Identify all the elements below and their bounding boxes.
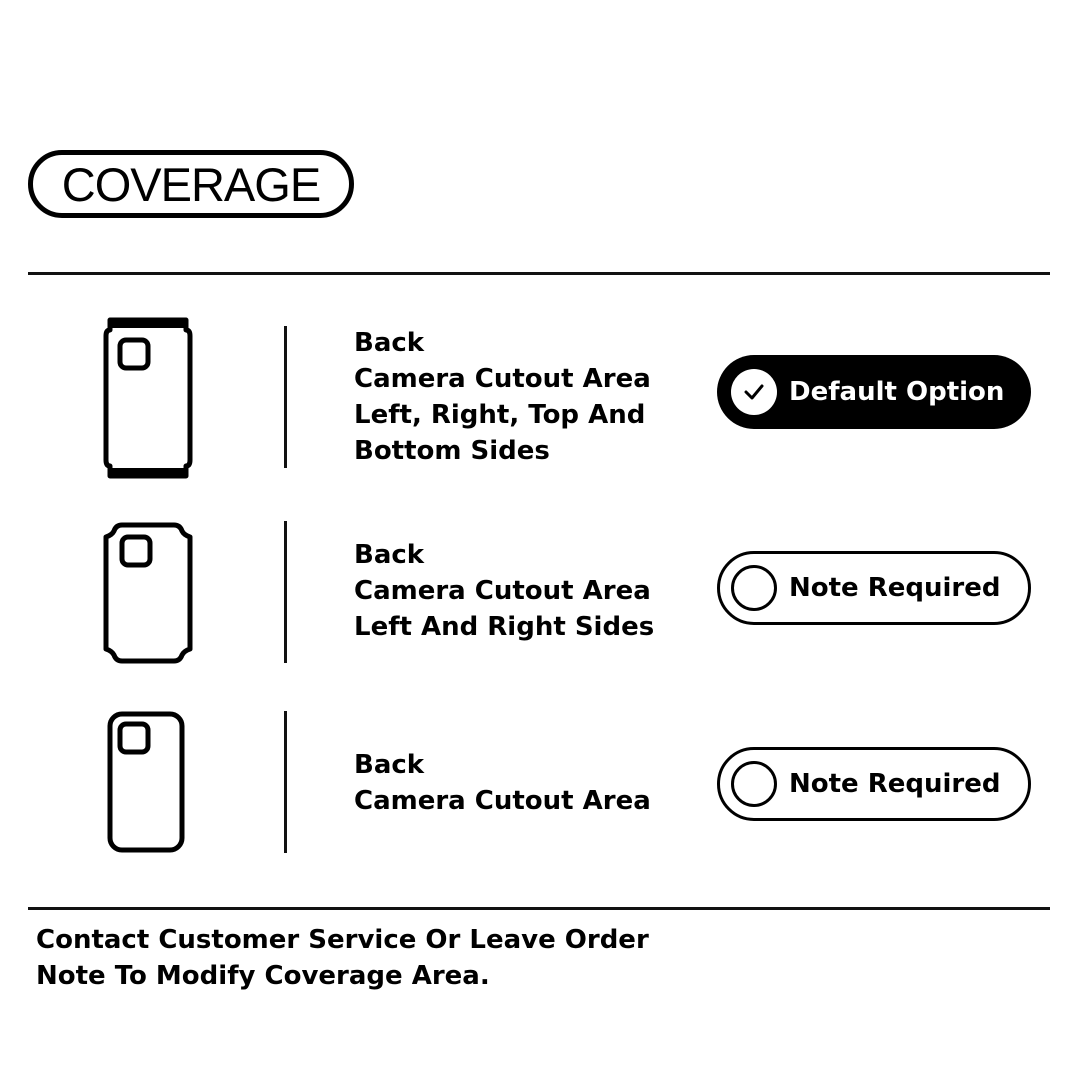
phone-side-wrap-icon — [100, 521, 196, 665]
option-description — [354, 537, 654, 645]
description-line: Back — [354, 328, 425, 358]
page-title: COVERAGE — [61, 157, 321, 211]
option-description — [354, 325, 651, 469]
option-description — [354, 747, 651, 819]
description-line: Left And Right Sides — [354, 612, 655, 642]
footer-line: Contact Customer Service Or Leave Order — [36, 925, 649, 955]
description-line: Back — [354, 750, 425, 780]
default-option-badge[interactable] — [717, 355, 1031, 429]
description-line: Camera Cutout Area — [354, 576, 651, 606]
note-required-option[interactable] — [717, 551, 1031, 625]
coverage-title — [28, 150, 354, 218]
option-badge-label: Note Required — [789, 769, 1001, 799]
footer-line: Note To Modify Coverage Area. — [36, 961, 490, 991]
description-line: Back — [354, 540, 425, 570]
option-badge-label: Note Required — [789, 573, 1001, 603]
top-divider — [28, 272, 1050, 275]
description-line: Left, Right, Top And — [354, 400, 646, 430]
phone-back-only-icon — [106, 710, 186, 854]
footer-note — [36, 922, 649, 994]
bottom-divider — [28, 907, 1050, 910]
row-divider — [284, 521, 287, 663]
radio-circle-icon — [731, 565, 777, 611]
option-badge-label: Default Option — [789, 377, 1005, 407]
phone-full-wrap-icon — [100, 314, 196, 482]
description-line: Bottom Sides — [354, 436, 550, 466]
description-line: Camera Cutout Area — [354, 786, 651, 816]
note-required-option[interactable] — [717, 747, 1031, 821]
check-circle-icon — [731, 369, 777, 415]
row-divider — [284, 711, 287, 853]
radio-circle-icon — [731, 761, 777, 807]
row-divider — [284, 326, 287, 468]
description-line: Camera Cutout Area — [354, 364, 651, 394]
